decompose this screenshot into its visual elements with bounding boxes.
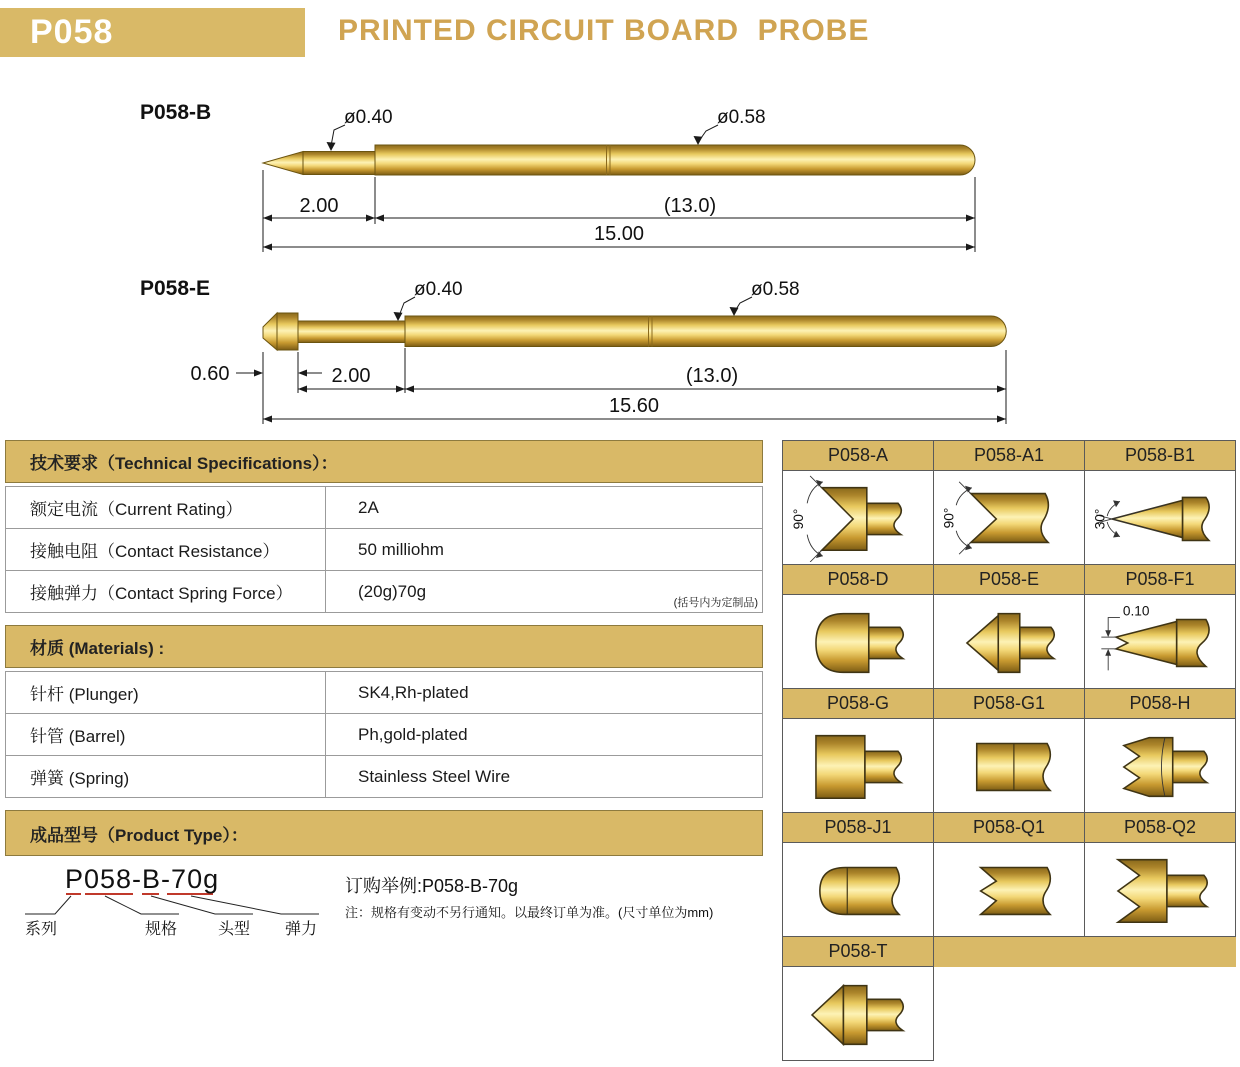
material-label: 弹簧 (Spring) xyxy=(6,756,326,797)
tip-drawing-p058-a1 xyxy=(936,474,1082,562)
tip-drawing-p058-b1 xyxy=(1087,474,1233,562)
svg-text:30°: 30° xyxy=(1092,508,1108,529)
code-part-label-spring-force: 弹力 xyxy=(285,921,318,938)
tip-header-p058-f1: P058-F1 xyxy=(1085,565,1236,595)
grid-empty-cell xyxy=(934,967,1085,1061)
materials-table-header xyxy=(5,625,763,668)
spec-table-title: 技术要求（Technical Specifications）： xyxy=(30,454,338,473)
tip-drawing-p058-f1 xyxy=(1087,598,1233,686)
order-example-text: 订购举例:P058-B-70g xyxy=(345,876,519,896)
tip-header-p058-h: P058-H xyxy=(1085,689,1236,719)
product-type-header xyxy=(5,810,763,856)
svg-text:0.10: 0.10 xyxy=(1122,603,1150,619)
dim-e-total-len: 15.60 xyxy=(608,395,660,417)
code-part-label-head-type: 头型 xyxy=(218,921,251,938)
tip-header-p058-a1: P058-A1 xyxy=(934,441,1085,471)
probe-drawings xyxy=(0,0,1240,436)
dim-e-barrel-dia: ø0.58 xyxy=(751,279,800,300)
dim-e-plunger-dia: ø0.40 xyxy=(414,279,463,300)
svg-text:90°: 90° xyxy=(791,508,807,529)
code-part-label-series: 系列 xyxy=(25,921,58,938)
spec-value: 2A xyxy=(358,497,379,517)
spec-value: (20g)70g xyxy=(358,581,427,601)
tip-header-p058-j1: P058-J1 xyxy=(783,813,934,843)
grid-empty-cell xyxy=(1085,967,1236,1061)
tip-cell-p058-d xyxy=(783,595,934,689)
series-code: P058 xyxy=(30,13,114,51)
tip-drawing-p058-d xyxy=(785,598,931,686)
probe-e-head-cone xyxy=(263,313,277,350)
dim-b-plunger-len: 2.00 xyxy=(299,195,339,217)
dim-e-barrel-len: (13.0) xyxy=(685,365,739,387)
dim-b-barrel-len: (13.0) xyxy=(663,195,717,217)
tip-drawing-p058-e xyxy=(936,598,1082,686)
spec-row-current-rating xyxy=(6,487,762,529)
material-value: Stainless Steel Wire xyxy=(358,766,511,786)
spec-row-contact-resistance xyxy=(6,529,762,571)
tip-cell-p058-g1 xyxy=(934,719,1085,813)
material-row-spring xyxy=(6,756,762,797)
tip-drawing-p058-t xyxy=(785,970,931,1058)
spec-table xyxy=(5,486,763,613)
order-note-text: 注：规格有变动不另行通知。以最终订单为准。(尺寸单位为mm) xyxy=(345,905,714,920)
tip-cell-p058-q1 xyxy=(934,843,1085,937)
tip-header-p058-a: P058-A xyxy=(783,441,934,471)
drawing-e-title: P058-E xyxy=(140,277,211,300)
spec-table-header xyxy=(5,440,763,483)
tip-drawing-p058-q1 xyxy=(936,846,1082,934)
tip-cell-p058-q2 xyxy=(1085,843,1236,937)
spec-row-spring-force xyxy=(6,571,762,612)
tip-cell-p058-e xyxy=(934,595,1085,689)
tip-cell-p058-g xyxy=(783,719,934,813)
dim-b-plunger-dia: ø0.40 xyxy=(344,107,393,128)
material-row-plunger xyxy=(6,672,762,714)
probe-b-plunger xyxy=(303,152,375,175)
tip-header-p058-e: P058-E xyxy=(934,565,1085,595)
tip-cell-p058-t xyxy=(783,967,934,1061)
tip-header-p058-g: P058-G xyxy=(783,689,934,719)
tip-cell-p058-j1 xyxy=(783,843,934,937)
tip-header-p058-g1: P058-G1 xyxy=(934,689,1085,719)
tip-header-p058-b1: P058-B1 xyxy=(1085,441,1236,471)
tip-cell-p058-b1 xyxy=(1085,471,1236,565)
code-part-label-spec: 规格 xyxy=(145,921,178,938)
svg-text:90°: 90° xyxy=(941,507,957,528)
tip-cell-p058-f1 xyxy=(1085,595,1236,689)
tip-drawing-p058-q2 xyxy=(1087,846,1233,934)
material-value: Ph,gold-plated xyxy=(358,724,468,744)
tip-cell-p058-a xyxy=(783,471,934,565)
spec-note: (括号内为定制品) xyxy=(673,597,758,609)
tip-cell-p058-a1 xyxy=(934,471,1085,565)
spec-value: 50 milliohm xyxy=(358,539,444,559)
dim-e-head-len: 0.60 xyxy=(190,363,230,385)
materials-table xyxy=(5,671,763,798)
tip-type-grid xyxy=(782,440,1236,1061)
probe-e-head-collar xyxy=(277,313,298,350)
materials-table-title: 材质 (Materials) : xyxy=(30,639,165,658)
ordering-example-code: P058-B-70g xyxy=(65,864,220,894)
tip-header-p058-q1: P058-Q1 xyxy=(934,813,1085,843)
page-title: PRINTED CIRCUIT BOARD PROBE xyxy=(338,14,870,47)
grid-empty-cell xyxy=(934,937,1085,967)
dim-e-plunger-len: 2.00 xyxy=(331,365,371,387)
tip-drawing-p058-g1 xyxy=(936,722,1082,810)
material-label: 针管 (Barrel) xyxy=(6,714,326,755)
probe-b-tip xyxy=(263,152,303,175)
tip-drawing-p058-g xyxy=(785,722,931,810)
tip-drawing-p058-j1 xyxy=(785,846,931,934)
tip-drawing-p058-a xyxy=(785,474,931,562)
drawing-b-title: P058-B xyxy=(140,101,212,124)
material-row-barrel xyxy=(6,714,762,756)
product-type-title: 成品型号（Product Type）： xyxy=(30,825,248,845)
tip-drawing-p058-h xyxy=(1087,722,1233,810)
dim-b-barrel-dia: ø0.58 xyxy=(717,107,766,128)
material-value: SK4,Rh-plated xyxy=(358,682,469,702)
tip-cell-p058-h xyxy=(1085,719,1236,813)
tip-header-p058-d: P058-D xyxy=(783,565,934,595)
product-type-body xyxy=(5,858,763,938)
tip-header-p058-t: P058-T xyxy=(783,937,934,967)
spec-label: 接触电阻（Contact Resistance） xyxy=(6,529,326,570)
spec-label: 额定电流（Current Rating） xyxy=(6,487,326,528)
material-label: 针杆 (Plunger) xyxy=(6,672,326,713)
grid-empty-cell xyxy=(1085,937,1236,967)
tip-header-p058-q2: P058-Q2 xyxy=(1085,813,1236,843)
dim-b-total-len: 15.00 xyxy=(593,223,645,245)
spec-label: 接触弹力（Contact Spring Force） xyxy=(6,571,326,612)
probe-e-barrel xyxy=(405,316,1006,347)
probe-e-plunger xyxy=(298,321,405,343)
probe-b-barrel xyxy=(375,145,975,175)
